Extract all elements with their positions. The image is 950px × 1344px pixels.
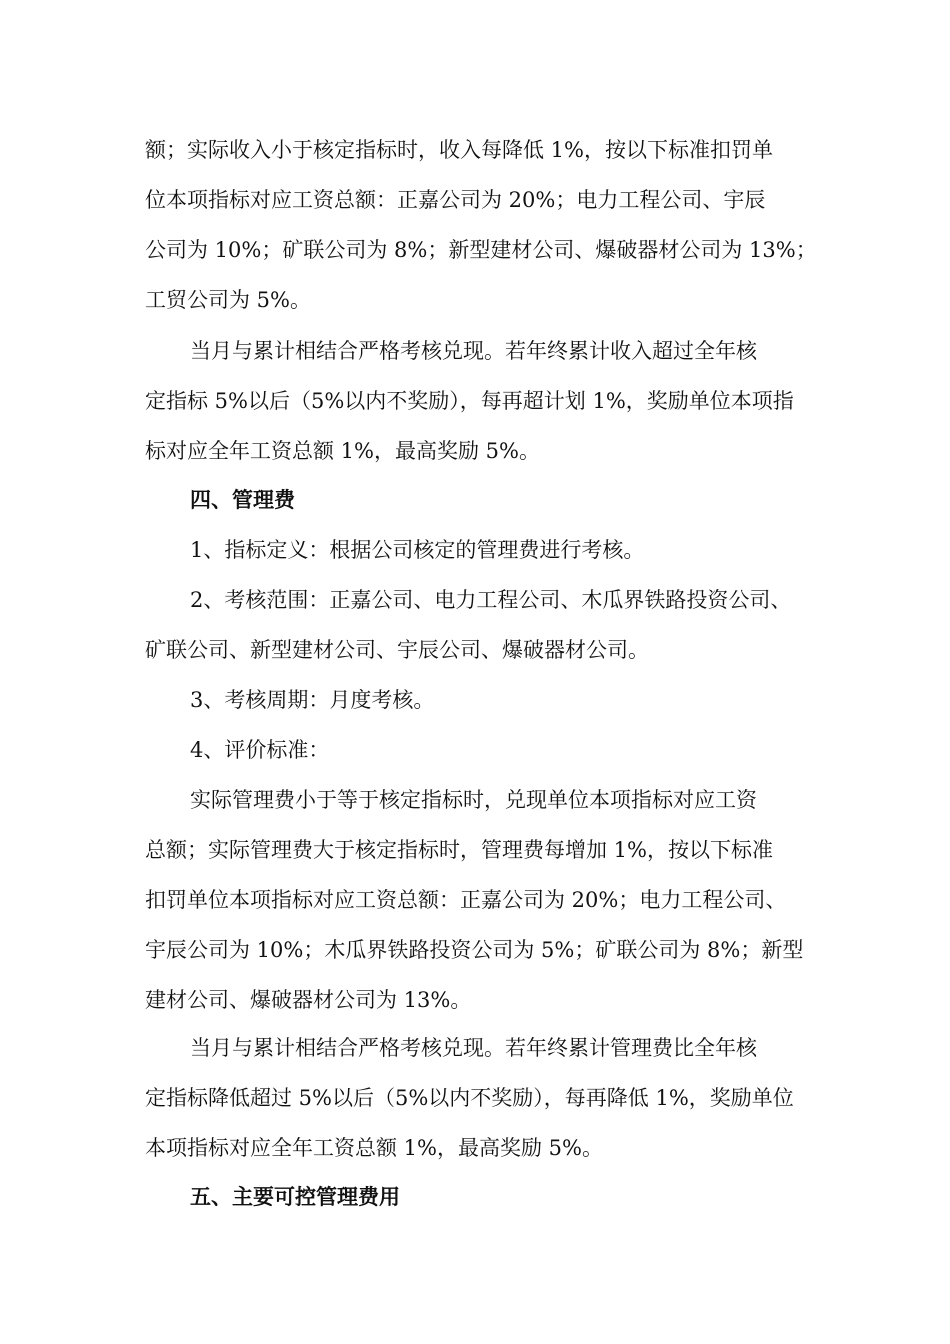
text-line: 公司为 10%；矿联公司为 8%；新型建材公司、爆破器材公司为 13%；: [145, 238, 817, 262]
heading-text: 五、主要可控管理费用: [190, 1184, 400, 1209]
text-line: 3、考核周期：月度考核。: [190, 688, 435, 712]
text-line: 总额；实际管理费大于核定指标时，管理费每增加 1%，按以下标准: [145, 838, 773, 862]
text-line: 实际管理费小于等于核定指标时，兑现单位本项指标对应工资: [190, 788, 757, 812]
section-heading-management-fee: [145, 475, 825, 525]
heading-text: 四、管理费: [190, 487, 295, 512]
text-line: 工贸公司为 5%。: [145, 288, 311, 312]
section-heading-controllable-fees: [145, 1172, 825, 1222]
text-line: 矿联公司、新型建材公司、宇辰公司、爆破器材公司。: [145, 638, 649, 662]
text-line: 扣罚单位本项指标对应工资总额：正嘉公司为 20%；电力工程公司、: [145, 888, 787, 912]
text-line: 4、评价标准：: [190, 738, 330, 762]
paragraph-management-fee-reward: [145, 1023, 825, 1173]
text-line: 建材公司、爆破器材公司为 13%。: [145, 988, 472, 1012]
text-line: 宇辰公司为 10%；木瓜界铁路投资公司为 5%；矿联公司为 8%；新型: [145, 938, 804, 962]
paragraph-management-fee-penalty: [145, 775, 825, 1025]
text-line: 本项指标对应全年工资总额 1%，最高奖励 5%。: [145, 1136, 603, 1160]
text-line: 额；实际收入小于核定指标时，收入每降低 1%，按以下标准扣罚单: [145, 138, 773, 162]
text-line: 当月与累计相结合严格考核兑现。若年终累计收入超过全年核: [190, 339, 757, 363]
text-line: 定指标降低超过 5%以后（5%以内不奖励），每再降低 1%，奖励单位: [145, 1086, 794, 1110]
text-line: 1、指标定义：根据公司核定的管理费进行考核。: [190, 538, 645, 562]
text-line: 定指标 5%以后（5%以内不奖励），每再超计划 1%，奖励单位本项指: [145, 389, 794, 413]
text-line: 当月与累计相结合严格考核兑现。若年终累计管理费比全年核: [190, 1036, 757, 1060]
text-line: 标对应全年工资总额 1%，最高奖励 5%。: [145, 439, 540, 463]
paragraph-income-penalty: [145, 125, 825, 325]
paragraph-income-reward: [145, 326, 825, 476]
paragraph-indicator-definition: [145, 525, 825, 575]
text-line: 2、考核范围：正嘉公司、电力工程公司、木瓜界铁路投资公司、: [190, 588, 792, 612]
paragraph-assessment-scope: [145, 575, 825, 675]
paragraph-assessment-period: [145, 675, 825, 725]
text-line: 位本项指标对应工资总额：正嘉公司为 20%；电力工程公司、宇辰: [145, 188, 766, 212]
paragraph-evaluation-standard: [145, 725, 825, 775]
